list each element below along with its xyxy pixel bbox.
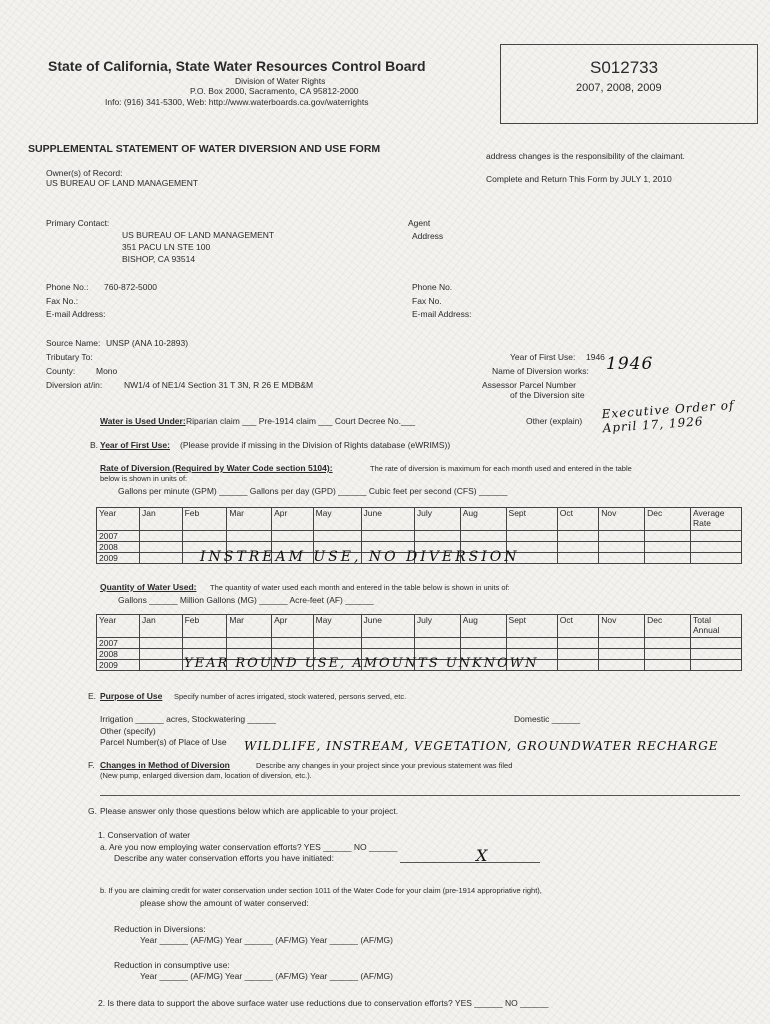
qty-year-2009: 2009 (97, 660, 140, 671)
contact-name: US BUREAU OF LAND MANAGEMENT (122, 230, 275, 240)
section-c-text-2: below is shown in units of: (100, 474, 188, 483)
section-e-text: Specify number of acres irrigated, stock watered, persons served, etc. (174, 692, 407, 701)
qty-col-june: June (361, 615, 414, 638)
contact-city: BISHOP, CA 93514 (122, 254, 196, 264)
rate-col-sept: Sept (506, 508, 557, 531)
qty-col-mar: Mar (227, 615, 272, 638)
board-address: P.O. Box 2000, Sacramento, CA 95812-2000 (190, 86, 359, 96)
complete-return-note: Complete and Return This Form by JULY 1, 2010 (486, 174, 672, 184)
county-label: County: (46, 366, 76, 376)
section-c-text: The rate of diversion is maximum for each month used and entered in the table (370, 464, 632, 473)
address-notice: address changes is the responsibility of the claimant. (486, 151, 685, 161)
qty-year-2007: 2007 (97, 638, 140, 649)
section-f-title: Changes in Method of Diversion (100, 760, 230, 770)
division-name: Division of Water Rights (235, 76, 326, 86)
statement-years: 2007, 2008, 2009 (576, 82, 662, 94)
first-use-handwritten: 1946 (606, 354, 654, 374)
qty-col-jan: Jan (140, 615, 183, 638)
section-g-text: Please answer only those questions below which are applicable to your project. (100, 806, 399, 816)
agent-address-label: Address (412, 231, 444, 241)
rate-col-aug: Aug (460, 508, 506, 531)
county-value: Mono (96, 366, 118, 376)
section-e-letter: E. (88, 691, 97, 701)
qty-col-aug: Aug (460, 615, 506, 638)
fax-label: Fax No.: (46, 296, 79, 306)
section-e-title: Purpose of Use (100, 691, 163, 701)
rate-col-year: Year (97, 508, 140, 531)
rate-col-may: May (313, 508, 361, 531)
first-use-printed: 1946 (586, 352, 605, 362)
rate-col-nov: Nov (599, 508, 645, 531)
section-d-units: Gallons ______ Million Gallons (MG) ______ Acre-feet (AF) ______ (118, 595, 374, 605)
email-label: E-mail Address: (46, 309, 106, 319)
qty-year-2008: 2008 (97, 649, 140, 660)
q5-data-support: 2. Is there data to support the above surface water use reductions due to conservation efforts? YES ______ NO ______ (98, 998, 549, 1008)
tributary-label: Tributary To: (46, 352, 93, 362)
diversion-label: Diversion at/in: (46, 380, 103, 390)
rate-col-july: July (414, 508, 460, 531)
qty-col-apr: Apr (272, 615, 314, 638)
contact-street: 351 PACU LN STE 100 (122, 242, 211, 252)
parcel-label-2: of the Diversion site (510, 390, 585, 400)
agent-fax-label: Fax No. (412, 296, 442, 306)
q2-amount: please show the amount of water conserved: (140, 898, 309, 908)
diversion-value: NW1/4 of NE1/4 Section 31 T 3N, R 26 E MDB&M (124, 380, 314, 390)
section-b-letter: B. (90, 440, 99, 450)
qty-col-feb: Feb (182, 615, 227, 638)
section-b-title: Year of First Use: (100, 440, 170, 450)
other-specify: Other (specify) (100, 726, 156, 736)
owner-label: Owner(s) of Record: (46, 168, 123, 178)
qty-col-may: May (313, 615, 361, 638)
rate-year-2007: 2007 (97, 531, 140, 542)
section-b-text: (Please provide if missing in the Division of Rights database (eWRIMS)) (180, 440, 451, 450)
section-g-letter: G. (88, 806, 97, 816)
water-use-handwritten: Executive Order of April 17, 1926 (601, 397, 735, 436)
purpose-handwritten: WILDLIFE, INSTREAM, VEGETATION, GROUNDWATER RECHARGE (244, 739, 719, 753)
section-c-units: Gallons per minute (GPM) ______ Gallons per day (GPD) ______ Cubic feet per second (CFS) ______ (118, 486, 508, 496)
table-row (97, 638, 742, 649)
section-f-text: Describe any changes in your project since your previous statement was filed (256, 761, 513, 770)
board-contact: Info: (916) 341-5300, Web: http://www.waterboards.ca.gov/waterrights (105, 97, 369, 107)
agent-email-label: E-mail Address: (412, 309, 472, 319)
irrigation-line: Irrigation ______ acres, Stockwatering ______ (100, 714, 276, 724)
owner-value: US BUREAU OF LAND MANAGEMENT (46, 178, 199, 188)
q2-credit: b. If you are claiming credit for water conservation under section 1011 of the Water Code for your claim (pre-1914 appropriative right), (100, 886, 542, 895)
parcel-place-of-use: Parcel Number(s) of Place of Use (100, 737, 227, 747)
q4-reduction-consumptive: Reduction in consumptive use: (114, 960, 230, 970)
q3-reduction-diversions: Reduction in Diversions: (114, 924, 206, 934)
qty-col-year: Year (97, 615, 140, 638)
rate-col-average: Average Rate (691, 508, 742, 531)
source-name-value: UNSP (ANA 10-2893) (106, 338, 189, 348)
statement-number: S012733 (590, 58, 659, 77)
diversion-works-label: Name of Diversion works: (492, 366, 589, 376)
phone-label: Phone No.: (46, 282, 89, 292)
rate-col-mar: Mar (227, 508, 272, 531)
primary-contact-label: Primary Contact: (46, 218, 110, 228)
source-name-label: Source Name: (46, 338, 101, 348)
qty-col-sept: Sept (506, 615, 557, 638)
rate-col-dec: Dec (645, 508, 691, 531)
section-f-text-2: (New pump, enlarged diversion dam, location of diversion, etc.). (100, 771, 312, 780)
rate-col-feb: Feb (182, 508, 227, 531)
q4-years: Year ______ (AF/MG) Year ______ (AF/MG) Year ______ (AF/MG) (140, 971, 393, 981)
quantity-table-header (97, 615, 742, 638)
rate-col-apr: Apr (272, 508, 314, 531)
q1b-handwritten-x: X (476, 846, 489, 865)
phone-value: 760-872-5000 (104, 282, 157, 292)
domestic-line: Domestic ______ (514, 714, 581, 724)
q3-years: Year ______ (AF/MG) Year ______ (AF/MG) Year ______ (AF/MG) (140, 935, 393, 945)
qty-col-nov: Nov (599, 615, 645, 638)
rate-year-2009: 2009 (97, 553, 140, 564)
q1b-describe: Describe any water conservation efforts you have initiated: (114, 853, 335, 863)
board-title: State of California, State Water Resources Control Board (48, 58, 426, 74)
qty-col-total: Total Annual (691, 615, 742, 638)
rate-year-2008: 2008 (97, 542, 140, 553)
rate-handwritten: INSTREAM USE, NO DIVERSION (200, 549, 520, 565)
qty-col-dec: Dec (645, 615, 691, 638)
agent-phone-label: Phone No. (412, 282, 453, 292)
quantity-handwritten: YEAR ROUND USE, AMOUNTS UNKNOWN (184, 656, 539, 671)
qty-col-july: July (414, 615, 460, 638)
q1a-efforts: a. Are you now employing water conservation efforts? YES ______ NO ______ (100, 842, 398, 852)
section-d-title: Quantity of Water Used: (100, 582, 197, 592)
water-use-other-label: Other (explain) (526, 416, 583, 426)
rate-col-oct: Oct (557, 508, 599, 531)
q1-conservation: 1. Conservation of water (98, 830, 191, 840)
rate-col-june: June (361, 508, 414, 531)
rate-table-header (97, 508, 742, 531)
agent-label: Agent (408, 218, 431, 228)
section-f-letter: F. (88, 760, 95, 770)
section-c-title: Rate of Diversion (Required by Water Code section 5104): (100, 463, 333, 473)
form-title: SUPPLEMENTAL STATEMENT OF WATER DIVERSION AND USE FORM (28, 143, 381, 155)
water-use-title: Water is Used Under: (100, 416, 186, 426)
parcel-label: Assessor Parcel Number (482, 380, 577, 390)
water-use-options: Riparian claim ___ Pre-1914 claim ___ Court Decree No.___ (186, 416, 416, 426)
rate-col-jan: Jan (140, 508, 183, 531)
section-d-text: The quantity of water used each month and entered in the table below is shown in units of: (210, 583, 510, 592)
table-row (97, 531, 742, 542)
qty-col-oct: Oct (557, 615, 599, 638)
first-use-label: Year of First Use: (510, 352, 576, 362)
